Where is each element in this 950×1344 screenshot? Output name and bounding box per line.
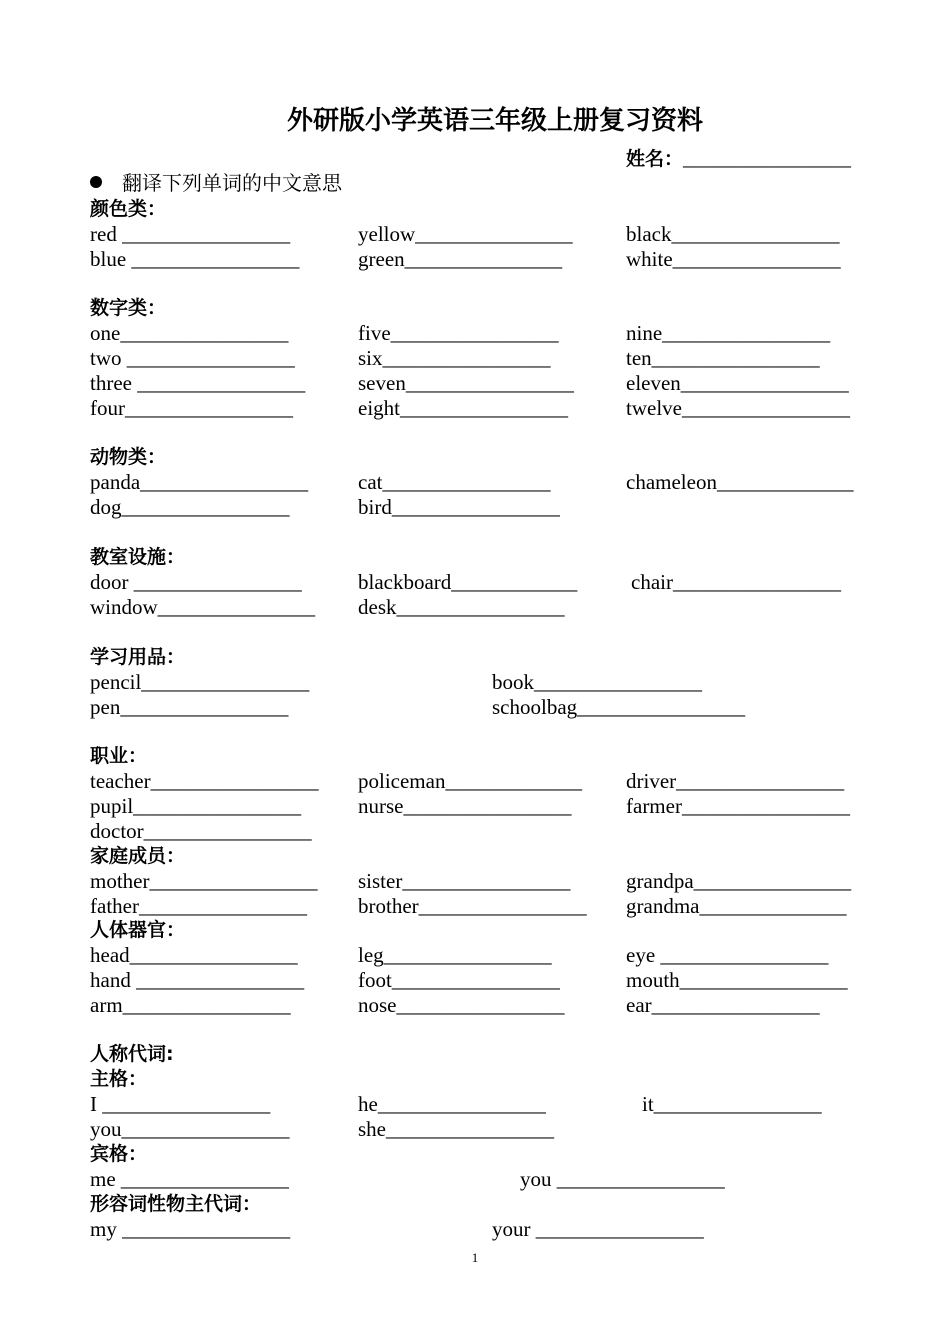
- vocab-item: farmer________________: [626, 794, 850, 818]
- vocab-item: chair________________: [631, 570, 841, 594]
- vocab-item: leg________________: [358, 943, 552, 967]
- section-heading: 人称代词:: [90, 1043, 174, 1065]
- vocab-item: doctor________________: [90, 819, 312, 843]
- vocab-item: one________________: [90, 321, 289, 345]
- vocab-item: white________________: [626, 247, 841, 271]
- vocab-item: you ________________: [520, 1167, 725, 1191]
- vocab-item: seven________________: [358, 371, 574, 395]
- vocab-item: my ________________: [90, 1217, 291, 1241]
- vocab-item: eight________________: [358, 396, 568, 420]
- vocab-item: eye ________________: [626, 943, 829, 967]
- vocab-item: she________________: [358, 1117, 554, 1141]
- vocab-item: me ________________: [90, 1167, 289, 1191]
- vocab-item: dog________________: [90, 495, 290, 519]
- vocab-item: sister________________: [358, 869, 571, 893]
- vocab-item: policeman_____________: [358, 769, 582, 793]
- section-heading: 颜色类：: [90, 198, 167, 220]
- vocab-item: four________________: [90, 396, 293, 420]
- name-field: [626, 145, 851, 172]
- vocab-item: black________________: [626, 222, 840, 246]
- vocab-item: green_______________: [358, 247, 563, 271]
- vocab-item: nine________________: [626, 321, 831, 345]
- vocab-item: book________________: [492, 670, 702, 694]
- vocab-item: father________________: [90, 894, 307, 918]
- name-blank: ________________: [683, 146, 852, 170]
- section-heading: 职业：: [90, 745, 148, 767]
- section-heading: 学习用品：: [90, 646, 186, 668]
- vocab-item: six________________: [358, 346, 551, 370]
- vocab-item: pencil________________: [90, 670, 310, 694]
- vocab-item: nose________________: [358, 993, 565, 1017]
- vocab-item: door ________________: [90, 570, 302, 594]
- vocab-item: eleven________________: [626, 371, 849, 395]
- vocab-item: two ________________: [90, 346, 295, 370]
- instruction-text: 翻译下列单词的中文意思: [122, 171, 342, 195]
- vocab-item: driver________________: [626, 769, 845, 793]
- section-heading: 形容词性物主代词：: [90, 1193, 262, 1215]
- section-heading: 人体器官：: [90, 919, 186, 941]
- vocab-item: teacher________________: [90, 769, 319, 793]
- vocab-item: bird________________: [358, 495, 560, 519]
- vocab-item: pupil________________: [90, 794, 302, 818]
- vocab-item: hand ________________: [90, 968, 305, 992]
- vocab-item: it________________: [642, 1092, 822, 1116]
- instruction: [90, 170, 342, 196]
- vocab-item: yellow_______________: [358, 222, 573, 246]
- vocab-item: you________________: [90, 1117, 290, 1141]
- page-title: 外研版小学英语三年级上册复习资料: [286, 106, 703, 136]
- section-heading: 动物类：: [90, 446, 167, 468]
- vocab-item: mouth________________: [626, 968, 848, 992]
- vocab-item: blue ________________: [90, 247, 300, 271]
- name-label: 姓名：: [626, 148, 684, 170]
- vocab-item: ten________________: [626, 346, 820, 370]
- section-heading: 家庭成员：: [90, 845, 186, 867]
- vocab-item: twelve________________: [626, 396, 850, 420]
- vocab-item: pen________________: [90, 695, 289, 719]
- section-heading: 数字类：: [90, 297, 167, 319]
- page-number: 1: [471, 1250, 479, 1265]
- vocab-item: head________________: [90, 943, 298, 967]
- vocab-item: mother________________: [90, 869, 318, 893]
- vocab-item: arm________________: [90, 993, 291, 1017]
- vocab-item: brother________________: [358, 894, 587, 918]
- vocab-item: ear________________: [626, 993, 820, 1017]
- vocab-item: desk________________: [358, 595, 565, 619]
- vocab-item: grandpa_______________: [626, 869, 852, 893]
- vocab-item: chameleon_____________: [626, 470, 854, 494]
- vocab-item: I ________________: [90, 1092, 271, 1116]
- vocab-item: panda________________: [90, 470, 309, 494]
- section-heading: 主格：: [90, 1068, 148, 1090]
- bullet-icon: [90, 176, 102, 188]
- vocab-item: three ________________: [90, 371, 306, 395]
- vocab-item: five________________: [358, 321, 559, 345]
- vocab-item: he________________: [358, 1092, 546, 1116]
- vocab-item: grandma______________: [626, 894, 847, 918]
- vocab-item: nurse________________: [358, 794, 572, 818]
- vocab-item: blackboard____________: [358, 570, 578, 594]
- vocab-item: your ________________: [492, 1217, 704, 1241]
- vocab-item: window_______________: [90, 595, 316, 619]
- vocab-item: cat________________: [358, 470, 551, 494]
- vocab-item: red ________________: [90, 222, 291, 246]
- vocab-item: foot________________: [358, 968, 560, 992]
- vocab-item: schoolbag________________: [492, 695, 746, 719]
- section-heading: 宾格：: [90, 1143, 148, 1165]
- section-heading: 教室设施：: [90, 546, 186, 568]
